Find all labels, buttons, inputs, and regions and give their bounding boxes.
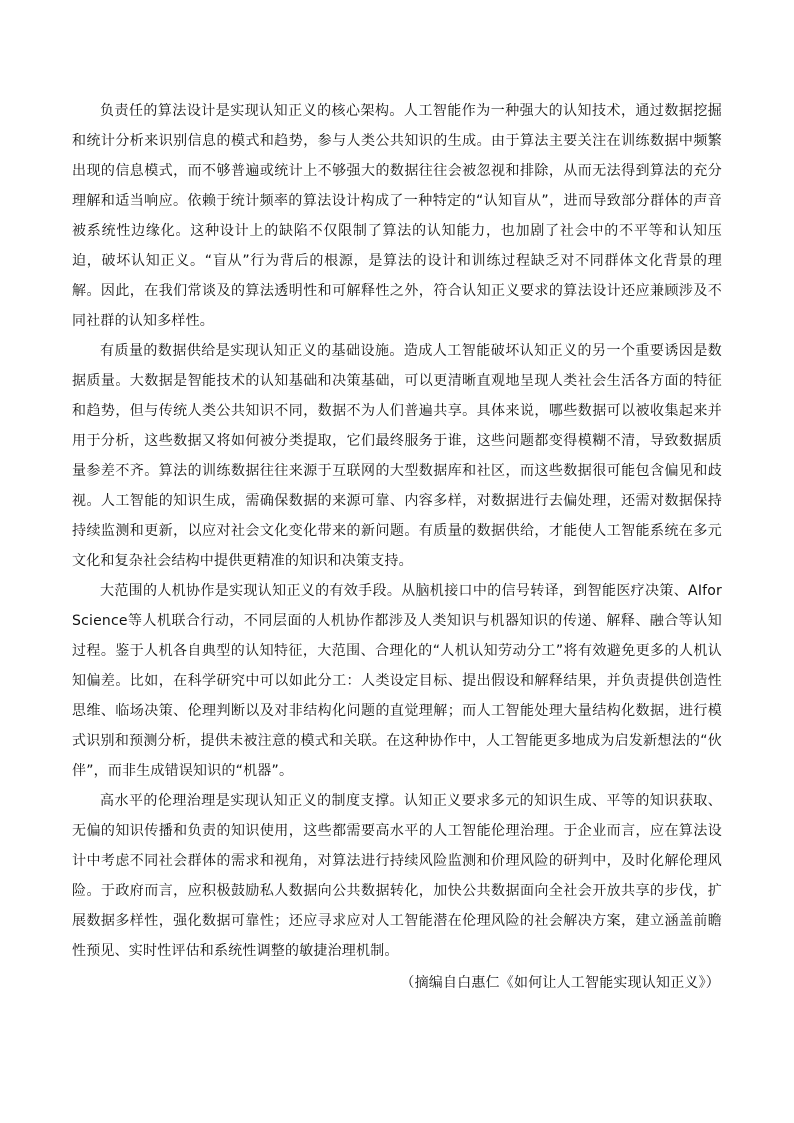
source-citation: （摘编自白惠仁《如何让人工智能实现认知正义》）	[400, 975, 720, 991]
paragraph-4: 高水平的伦理治理是实现认知正义的制度支撑。认知正义要求多元的知识生成、平等的知识获取、无偏的知识传播和负责的知识使用，这些都需要高水平的人工智能伦理治理。于企业而言，应在算法设计中考虑不同社会群体的需求和视角，对算法进行持续风险监测和价理风险的研判中，及时化解伦理风险。于政府而言，应积极鼓励私人数据向公共数据转化，加快公共数据面向全社会开放共享的步伐，扩展数据多样性，强化数据可靠性；还应寻求应对人工智能潜在伦理风险的社会解决方案，建立涵盖前瞻性预见、实时性评估和系统性调整的敏捷治理机制。	[72, 793, 722, 959]
paragraph-1: 负责任的算法设计是实现认知正义的核心架构。人工智能作为一种强大的认知技术，通过数据挖掘和统计分析来识别信息的模式和趋势，参与人类公共知识的生成。由于算法主要关注在训练数据中频繁出现的信息模式，而不够普遍或统计上不够强大的数据往往会被忽视和排除，从而无法得到算法的充分理解和适当响应。依赖于统计频率的算法设计构成了一种特定的“认知盲从”，进而导致部分群体的声音被系统性边缘化。这种设计上的缺陷不仅限制了算法的认知能力，也加剧了社会中的不平等和认知压迫，破坏认知正义。“盲从”行为背后的根源，是算法的设计和训练过程缺乏对不同群体文化背景的理解。因此，在我们常谈及的算法透明性和可解释性之外，符合认知正义要求的算法设计还应兼顾涉及不同社群的认知多样性。	[72, 103, 722, 329]
document-page	[72, 96, 722, 998]
paragraph-2: 有质量的数据供给是实现认知正义的基础设施。造成人工智能破坏认知正义的另一个重要诱因是数据质量。大数据是智能技术的认知基础和决策基础，可以更清晰直观地呈现人类社会生活各方面的特征和趋势，但与传统人类公共知识不同，数据不为人们普遍共享。具体来说，哪些数据可以被收集起来并用于分析，这些数据又将如何被分类提取，它们最终服务于谁，这些问题都变得模糊不清，导致数据质量参差不齐。算法的训练数据往往来源于互联网的大型数据库和社区，而这些数据很可能包含偏见和歧视。人工智能的知识生成，需确保数据的来源可靠、内容多样，对数据进行去偏处理，还需对数据保持持续监测和更新，以应对社会文化变化带来的新问题。有质量的数据供给，才能使人工智能系统在多元文化和复杂社会结构中提供更精准的知识和决策支持。	[72, 343, 722, 569]
paragraph-3: 大范围的人机协作是实现认知正义的有效手段。从脑机接口中的信号转译，到智能医疗决策、AIforScience等人机联合行动，不同层面的人机协作都涉及人类知识与机器知识的传递、解释、融合等认知过程。鉴于人机各自典型的认知特征，大范围、合理化的“人机认知劳动分工”将有效避免更多的人机认知偏差。比如，在科学研究中可以如此分工：人类设定目标、提出假设和解释结果，并负责提供创造性思维、临场决策、伦理判断以及对非结构化问题的直觉理解；而人工智能处理大量结构化数据，进行模式识别和预测分析，提供未被注意的模式和关联。在这种协作中，人工智能更多地成为启发新想法的“伙伴”，而非生成错误知识的“机器”。	[72, 583, 722, 779]
